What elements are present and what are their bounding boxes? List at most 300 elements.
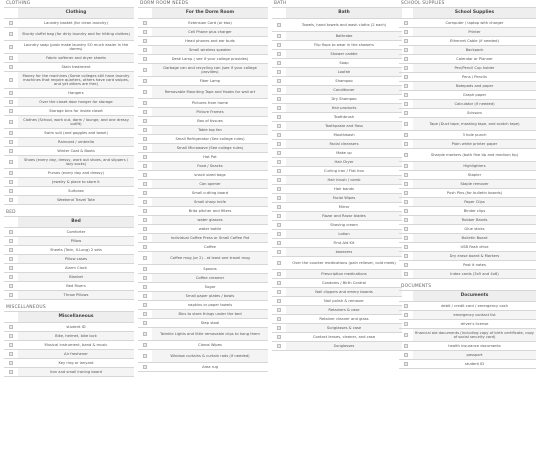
checklist-row <box>272 158 402 167</box>
item-label: Sugar <box>204 284 216 289</box>
item-checkbox[interactable] <box>404 122 409 127</box>
item-checkbox[interactable] <box>143 200 148 205</box>
checklist-section <box>399 0 536 283</box>
checkbox-cell <box>272 167 286 175</box>
checklist-row <box>138 19 268 28</box>
checklist-row <box>272 270 402 279</box>
checklist-row <box>399 311 536 320</box>
item-checkbox[interactable] <box>9 230 14 235</box>
item-label: Mirror <box>338 204 350 209</box>
item-checkbox[interactable] <box>277 70 282 75</box>
checklist-row <box>138 135 268 144</box>
item-checkbox[interactable] <box>277 133 282 138</box>
item-checkbox[interactable] <box>277 335 282 340</box>
item-checkbox[interactable] <box>9 109 14 114</box>
checklist-row <box>4 63 134 72</box>
item-checkbox[interactable] <box>143 39 148 44</box>
checkbox-cell <box>399 37 413 45</box>
item-checkbox[interactable] <box>404 191 409 196</box>
item-label: Hair bands <box>334 186 354 191</box>
checkbox-cell <box>399 320 413 328</box>
item-checkbox[interactable] <box>277 290 282 295</box>
checklist-row <box>399 320 536 329</box>
item-checkbox[interactable] <box>404 111 409 116</box>
checklist-row <box>138 310 268 319</box>
item-checkbox[interactable] <box>143 343 148 348</box>
item-label: Sturdy duffel bag (for dirty laundry and for hitting clothes) <box>18 28 134 40</box>
item-checkbox[interactable] <box>277 272 282 277</box>
checkbox-cell <box>4 282 18 290</box>
item-checkbox[interactable] <box>277 281 282 286</box>
item-checkbox[interactable] <box>9 343 14 348</box>
item-checkbox[interactable] <box>9 32 14 37</box>
checkbox-cell <box>4 368 18 376</box>
item-checkbox[interactable] <box>404 182 409 187</box>
item-checkbox[interactable] <box>277 308 282 313</box>
checkbox-cell <box>4 332 18 340</box>
checkbox-cell <box>138 180 152 188</box>
item-label: Sheets (Twin, X-Long) 2 sets <box>50 247 102 252</box>
item-checkbox[interactable] <box>143 218 148 223</box>
item-checkbox[interactable] <box>404 313 409 318</box>
item-checkbox[interactable] <box>143 256 148 261</box>
item-checkbox[interactable] <box>143 110 148 115</box>
item-label: Dry erase board & Markers <box>413 252 536 260</box>
item-checkbox[interactable] <box>277 52 282 57</box>
item-label: Flip flops to wear in the showers <box>314 42 374 47</box>
item-label: Push Pins (for bulletin boards) <box>446 190 503 195</box>
item-checkbox[interactable] <box>277 97 282 102</box>
checklist-table <box>399 290 536 369</box>
checkbox-cell <box>138 274 152 282</box>
item-checkbox[interactable] <box>9 56 14 61</box>
item-label: Condoms / Birth Control <box>321 280 367 285</box>
item-checkbox[interactable] <box>9 257 14 262</box>
item-label: Graph paper <box>462 92 487 97</box>
checkbox-cell <box>272 230 286 238</box>
section-title: SCHOOL SUPPLIES <box>401 1 445 6</box>
checkbox-cell <box>138 207 152 215</box>
item-checkbox[interactable] <box>143 173 148 178</box>
item-checkbox[interactable] <box>404 153 409 158</box>
item-checkbox[interactable] <box>9 266 14 271</box>
checklist-row <box>399 73 536 82</box>
item-label: Contact lenses, cleaner, and case <box>312 334 376 339</box>
section-gap <box>272 351 402 355</box>
item-checkbox[interactable] <box>277 142 282 147</box>
item-checkbox[interactable] <box>9 180 14 185</box>
checkbox-cell <box>4 28 18 40</box>
item-checkbox[interactable] <box>143 128 148 133</box>
item-label: Small paper plates / bowls <box>152 292 268 300</box>
item-label: tweezers <box>286 248 402 256</box>
checkbox-cell <box>272 279 286 287</box>
item-checkbox[interactable] <box>404 263 409 268</box>
checkbox-cell <box>399 109 413 117</box>
item-checkbox[interactable] <box>404 66 409 71</box>
checkbox-cell <box>399 302 413 310</box>
item-checkbox[interactable] <box>143 48 148 53</box>
checklist-row <box>272 77 402 86</box>
item-label: Alarm Clock <box>64 265 88 270</box>
item-checkbox[interactable] <box>9 45 14 50</box>
checkbox-cell <box>4 359 18 367</box>
item-checkbox[interactable] <box>9 78 14 83</box>
column-2 <box>138 0 268 376</box>
checkbox-cell <box>138 310 152 318</box>
item-checkbox[interactable] <box>9 325 14 330</box>
item-checkbox[interactable] <box>143 155 148 160</box>
item-label: Scissors <box>467 110 482 115</box>
item-checkbox[interactable] <box>404 333 409 338</box>
item-label: Pillow <box>18 237 134 245</box>
checkbox-cell <box>4 147 18 155</box>
checklist-row <box>399 37 536 46</box>
item-checkbox[interactable] <box>277 34 282 39</box>
item-checkbox[interactable] <box>277 232 282 237</box>
checkbox-cell <box>399 55 413 63</box>
item-checkbox[interactable] <box>9 91 14 96</box>
item-label: Musical instrument, band & music <box>44 342 108 347</box>
item-checkbox[interactable] <box>404 209 409 214</box>
checkbox-cell <box>4 98 18 106</box>
item-checkbox[interactable] <box>9 334 14 339</box>
item-checkbox[interactable] <box>9 160 14 165</box>
item-label: Facial Wipes <box>286 194 402 202</box>
item-checkbox[interactable] <box>404 21 409 26</box>
checkbox-cell <box>138 64 152 76</box>
item-checkbox[interactable] <box>277 23 282 28</box>
checkbox-cell <box>272 176 286 184</box>
item-checkbox[interactable] <box>143 79 148 84</box>
item-label: Clorox Wipes <box>198 342 222 347</box>
item-checkbox[interactable] <box>9 189 14 194</box>
item-checkbox[interactable] <box>143 57 148 62</box>
checkbox-cell <box>138 265 152 273</box>
item-label: Staple remover <box>413 180 536 188</box>
item-checkbox[interactable] <box>277 250 282 255</box>
checklist-row <box>138 108 268 117</box>
item-checkbox[interactable] <box>404 322 409 327</box>
item-checkbox[interactable] <box>404 272 409 277</box>
checkbox-cell <box>272 68 286 76</box>
checklist-rows <box>272 19 402 351</box>
checkbox-cell <box>399 46 413 54</box>
item-checkbox[interactable] <box>277 169 282 174</box>
item-checkbox[interactable] <box>404 227 409 232</box>
checklist-row <box>4 28 134 41</box>
item-checkbox[interactable] <box>277 205 282 210</box>
item-checkbox[interactable] <box>404 75 409 80</box>
item-label: debit / credit card / emergency cash <box>441 303 508 308</box>
checkbox-cell <box>399 91 413 99</box>
checkbox-cell <box>4 129 18 137</box>
item-label: Highlighters <box>413 162 536 170</box>
item-label: Make up <box>336 150 352 155</box>
item-label: Shoes (every day, dressy, work out shoes, and slippers / lazy socks) <box>18 156 134 168</box>
item-checkbox[interactable] <box>9 361 14 366</box>
item-label: Razor and Razor blades <box>286 212 402 220</box>
item-checkbox[interactable] <box>277 88 282 93</box>
checkbox-cell <box>4 350 18 358</box>
item-checkbox[interactable] <box>9 100 14 105</box>
item-label: Throw Pillows <box>18 291 134 299</box>
item-label: Purses (every day and dressy) <box>48 170 104 175</box>
checkbox-cell <box>399 180 413 188</box>
item-checkbox[interactable] <box>277 187 282 192</box>
item-label: emergency contact list <box>413 311 536 319</box>
checklist-row <box>4 41 134 54</box>
item-label: passport <box>413 351 536 359</box>
checklist-row <box>138 274 268 283</box>
item-checkbox[interactable] <box>143 191 148 196</box>
item-checkbox[interactable] <box>9 65 14 70</box>
item-label: Food / Snacks <box>152 162 268 170</box>
item-label: Calculator (if needed) <box>413 100 536 108</box>
item-checkbox[interactable] <box>143 182 148 187</box>
item-checkbox[interactable] <box>143 285 148 290</box>
item-checkbox[interactable] <box>277 61 282 66</box>
checklist-row <box>4 19 134 28</box>
item-checkbox[interactable] <box>404 84 409 89</box>
checkbox-cell <box>272 104 286 112</box>
item-label: Hair brush / comb <box>286 176 402 184</box>
item-checkbox[interactable] <box>9 171 14 176</box>
item-checkbox[interactable] <box>404 245 409 250</box>
item-checkbox[interactable] <box>404 142 409 147</box>
checklist-row <box>138 28 268 37</box>
checklist-row <box>272 185 402 194</box>
item-checkbox[interactable] <box>143 227 148 232</box>
checkbox-cell <box>138 252 152 264</box>
item-label: Tape (Duct tape, masking tape, and scotch tape) <box>413 118 536 130</box>
item-checkbox[interactable] <box>143 146 148 151</box>
checkbox-cell <box>4 178 18 186</box>
item-checkbox[interactable] <box>9 248 14 253</box>
item-checkbox[interactable] <box>9 149 14 154</box>
checklist-row <box>138 64 268 77</box>
table-header <box>399 291 536 302</box>
checklist-row <box>138 46 268 55</box>
item-checkbox[interactable] <box>143 354 148 359</box>
item-checkbox[interactable] <box>143 312 148 317</box>
column-3 <box>272 0 402 355</box>
item-label: Clothes (School, work out, dorm / lounge, and one dressy outfit) <box>18 116 134 128</box>
item-label: Shampoo <box>335 78 353 83</box>
table-header <box>4 312 134 323</box>
item-checkbox[interactable] <box>277 124 282 129</box>
item-checkbox[interactable] <box>143 90 148 95</box>
item-checkbox[interactable] <box>9 120 14 125</box>
checkbox-cell <box>4 264 18 272</box>
checklist-row <box>399 189 536 198</box>
item-checkbox[interactable] <box>404 48 409 53</box>
item-checkbox[interactable] <box>9 21 14 26</box>
item-checkbox[interactable] <box>9 352 14 357</box>
item-label: Table top fan <box>152 126 268 134</box>
checklist-row <box>4 246 134 255</box>
checklist-row <box>272 113 402 122</box>
checklist-row <box>4 169 134 178</box>
item-checkbox[interactable] <box>143 30 148 35</box>
item-checkbox[interactable] <box>143 303 148 308</box>
checkbox-cell <box>138 126 152 134</box>
item-checkbox[interactable] <box>143 21 148 26</box>
item-checkbox[interactable] <box>277 223 282 228</box>
item-checkbox[interactable] <box>404 200 409 205</box>
item-checkbox[interactable] <box>277 106 282 111</box>
item-checkbox[interactable] <box>143 245 148 250</box>
item-checkbox[interactable] <box>143 209 148 214</box>
checklist-row <box>138 350 268 363</box>
item-label: Calendar or Planner <box>456 56 493 61</box>
table-header-label: Documents <box>413 291 536 301</box>
checklist-row <box>399 140 536 149</box>
item-checkbox[interactable] <box>9 284 14 289</box>
item-checkbox[interactable] <box>404 102 409 107</box>
item-label: Backpack <box>413 46 536 54</box>
item-checkbox[interactable] <box>9 370 14 375</box>
checklist-row <box>399 46 536 55</box>
item-checkbox[interactable] <box>9 239 14 244</box>
item-checkbox[interactable] <box>9 275 14 280</box>
item-checkbox[interactable] <box>277 160 282 165</box>
item-label: Computer / laptop with charger <box>445 20 504 25</box>
table-header-label: For the Dorm Room <box>152 8 268 18</box>
item-checkbox[interactable] <box>277 43 282 48</box>
item-checkbox[interactable] <box>143 164 148 169</box>
item-checkbox[interactable] <box>404 344 409 349</box>
checkbox-cell <box>4 341 18 349</box>
checkbox-cell <box>138 319 152 327</box>
item-checkbox[interactable] <box>277 115 282 120</box>
checklist-row <box>399 207 536 216</box>
item-label: Sunglasses & case <box>286 324 402 332</box>
item-checkbox[interactable] <box>404 30 409 35</box>
checklist-row <box>272 95 402 104</box>
checklist-row <box>272 19 402 32</box>
item-checkbox[interactable] <box>9 293 14 298</box>
item-checkbox[interactable] <box>277 214 282 219</box>
item-checkbox[interactable] <box>143 365 148 370</box>
item-checkbox[interactable] <box>404 353 409 358</box>
item-label: Coffee creamer <box>152 274 268 282</box>
item-checkbox[interactable] <box>404 133 409 138</box>
checkbox-cell <box>138 328 152 340</box>
checklist-row <box>4 54 134 63</box>
item-label: health insurance documents <box>448 343 501 348</box>
checklist-section <box>4 304 134 381</box>
checklist-row <box>4 368 134 377</box>
checklist-row <box>272 41 402 50</box>
checklist-row <box>399 234 536 243</box>
item-checkbox[interactable] <box>143 267 148 272</box>
item-label: Bed Risers <box>66 283 86 288</box>
item-checkbox[interactable] <box>277 79 282 84</box>
column-1 <box>4 0 134 381</box>
item-checkbox[interactable] <box>277 261 282 266</box>
item-checkbox[interactable] <box>9 198 14 203</box>
checklist-row <box>4 116 134 129</box>
checkbox-cell <box>272 122 286 130</box>
checkbox-cell <box>272 333 286 341</box>
item-label: Towels, hand towels and wash cloths (2 each) <box>301 22 387 27</box>
item-checkbox[interactable] <box>143 276 148 281</box>
item-checkbox[interactable] <box>277 151 282 156</box>
item-checkbox[interactable] <box>143 236 148 241</box>
item-label: Hair products <box>286 104 402 112</box>
item-checkbox[interactable] <box>404 218 409 223</box>
item-checkbox[interactable] <box>277 178 282 183</box>
checkbox-cell <box>399 140 413 148</box>
item-label: Iron and small ironing board <box>18 368 134 376</box>
item-checkbox[interactable] <box>9 140 14 145</box>
checkbox-cell <box>138 301 152 309</box>
item-label: Twinkle Lights and little removable clips to hang them <box>152 328 268 340</box>
item-checkbox[interactable] <box>143 119 148 124</box>
item-checkbox[interactable] <box>404 304 409 309</box>
item-label: Loofah <box>286 68 402 76</box>
item-checkbox[interactable] <box>277 196 282 201</box>
checklist-rows <box>4 19 134 205</box>
item-checkbox[interactable] <box>9 131 14 136</box>
checkbox-cell <box>272 306 286 314</box>
item-checkbox[interactable] <box>404 254 409 259</box>
section-title: BED <box>6 210 16 215</box>
checkbox-cell <box>4 323 18 331</box>
item-label: Sunglasses <box>286 342 402 350</box>
checkbox-cell <box>272 158 286 166</box>
checkbox-cell <box>399 28 413 36</box>
item-checkbox[interactable] <box>143 332 148 337</box>
checklist-row <box>272 288 402 297</box>
checklist-rows <box>4 228 134 300</box>
item-checkbox[interactable] <box>404 57 409 62</box>
item-checkbox[interactable] <box>143 68 148 73</box>
item-checkbox[interactable] <box>277 317 282 322</box>
checkbox-cell <box>399 207 413 215</box>
table-header <box>272 8 402 19</box>
table-header <box>4 8 134 19</box>
item-checkbox[interactable] <box>404 173 409 178</box>
checkbox-cell <box>138 198 152 206</box>
checklist-row <box>138 328 268 341</box>
item-checkbox[interactable] <box>404 93 409 98</box>
item-label: Small sharp knife <box>152 198 268 206</box>
item-label: Bathrobe <box>286 32 402 40</box>
item-checkbox[interactable] <box>143 321 148 326</box>
checklist-row <box>4 282 134 291</box>
item-checkbox[interactable] <box>277 299 282 304</box>
checklist-row <box>272 306 402 315</box>
checkbox-cell <box>272 324 286 332</box>
item-checkbox[interactable] <box>143 137 148 142</box>
item-checkbox[interactable] <box>404 164 409 169</box>
checkbox-cell <box>399 162 413 170</box>
item-checkbox[interactable] <box>404 39 409 44</box>
item-checkbox[interactable] <box>404 362 409 367</box>
item-label: Index cards (3x5 and 4x6) <box>413 270 536 278</box>
item-checkbox[interactable] <box>143 101 148 106</box>
item-checkbox[interactable] <box>277 344 282 349</box>
item-checkbox[interactable] <box>277 326 282 331</box>
checklist-row <box>272 131 402 140</box>
item-checkbox[interactable] <box>404 236 409 241</box>
checkbox-cell <box>272 342 286 350</box>
item-checkbox[interactable] <box>143 294 148 299</box>
item-checkbox[interactable] <box>277 241 282 246</box>
item-label: Small cutting board <box>191 190 229 195</box>
